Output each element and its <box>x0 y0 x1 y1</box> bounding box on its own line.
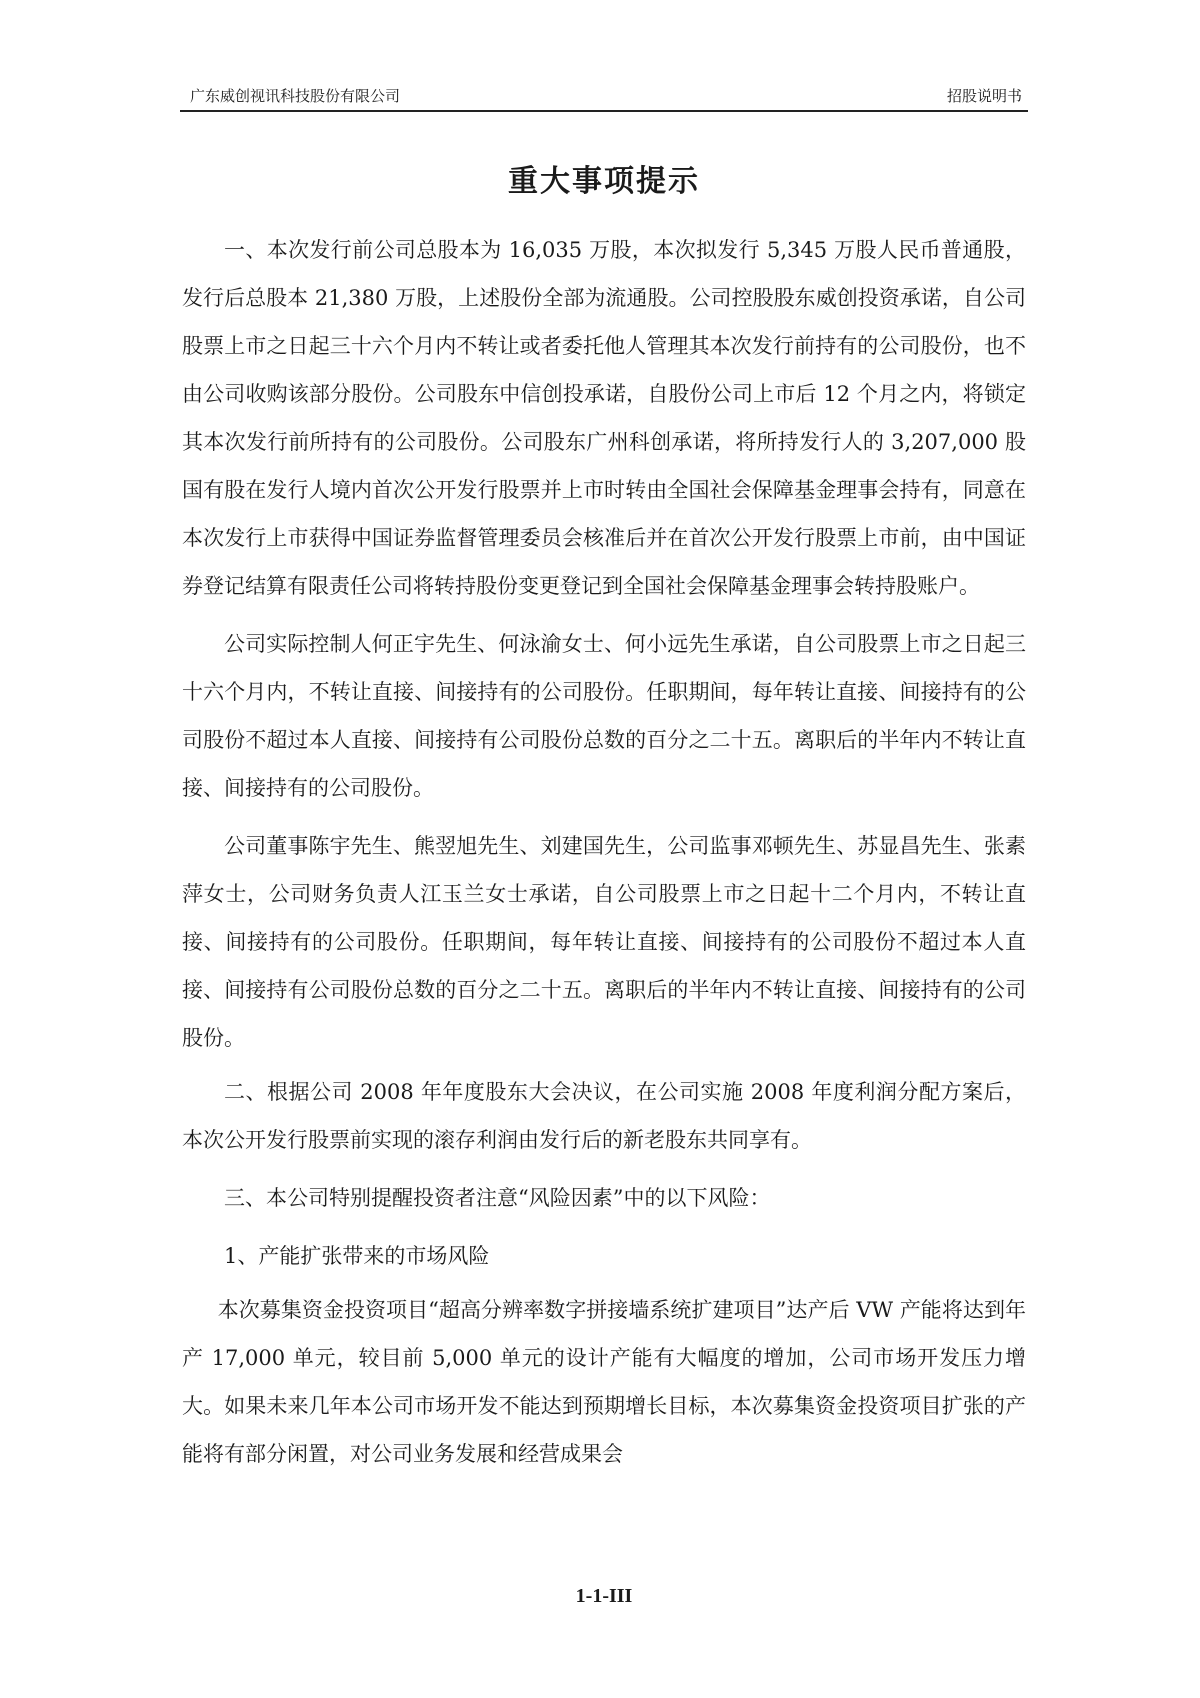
page-title: 重大事项提示 <box>508 164 700 199</box>
page-header <box>180 84 1028 112</box>
paragraph-5: 三、本公司特别提醒投资者注意“风险因素”中的以下风险： <box>224 1186 771 1210</box>
paragraph-6: 1、产能扩张带来的市场风险 <box>224 1244 490 1268</box>
document-body <box>182 226 1026 1488</box>
page-number: 1-1-III <box>575 1585 633 1607</box>
paragraph-3: 公司董事陈宇先生、熊翌旭先生、刘建国先生，公司监事邓顿先生、苏显昌先生、张素萍女士，公司财务负责人江玉兰女士承诺，自公司股票上市之日起十二个月内，不转让直接、间接持有的公司股份。任职期间，每年转让直接、间接持有的公司股份不超过本人直接、间接持有公司股份总数的百分之二十五。离职后的半年内不转让直接、间接持有的公司股份。 <box>182 834 1026 1050</box>
header-company: 广东威创视讯科技股份有限公司 <box>190 87 401 105</box>
paragraph-4: 二、根据公司 2008 年年度股东大会决议，在公司实施 2008 年度利润分配方案后，本次公开发行股票前实现的滚存利润由发行后的新老股东共同享有。 <box>182 1080 1026 1152</box>
paragraph-2: 公司实际控制人何正宇先生、何泳渝女士、何小远先生承诺，自公司股票上市之日起三十六个月内，不转让直接、间接持有的公司股份。任职期间，每年转让直接、间接持有的公司股份不超过本人直接、间接持有公司股份总数的百分之二十五。离职后的半年内不转让直接、间接持有的公司股份。 <box>182 632 1026 800</box>
paragraph-1: 一、本次发行前公司总股本为 16,035 万股，本次拟发行 5,345 万股人民币普通股，发行后总股本 21,380 万股，上述股份全部为流通股。公司控股股东威创投资承诺，自公司股票上市之日起三十六个月内不转让或者委托他人管理其本次发行前持有的公司股份，也不由公司收购该部分股份。公司股东中信创投承诺，自股份公司上市后 12 个月之内，将锁定其本次发行前所持有的公司股份。公司股东广州科创承诺，将所持发行人的 3,207,000 股国有股在发行人境内首次公开发行股票并上市时转由全国社会保障基金理事会持有，同意在本次发行上市获得中国证券监督管理委员会核准后并在首次公开发行股票上市前，由中国证券登记结算有限责任公司将转持股份变更登记到全国社会保障基金理事会转持股账户。 <box>182 238 1026 598</box>
header-doc-type: 招股说明书 <box>946 87 1022 105</box>
paragraph-7: 本次募集资金投资项目“超高分辨率数字拼接墙系统扩建项目”达产后 VW 产能将达到年产 17,000 单元，较目前 5,000 单元的设计产能有大幅度的增加，公司市场开发压力增大。如果未来几年本公司市场开发不能达到预期增长目标，本次募集资金投资项目扩张的产能将有部分闲置，对公司业务发展和经营成果会 <box>182 1298 1026 1466</box>
